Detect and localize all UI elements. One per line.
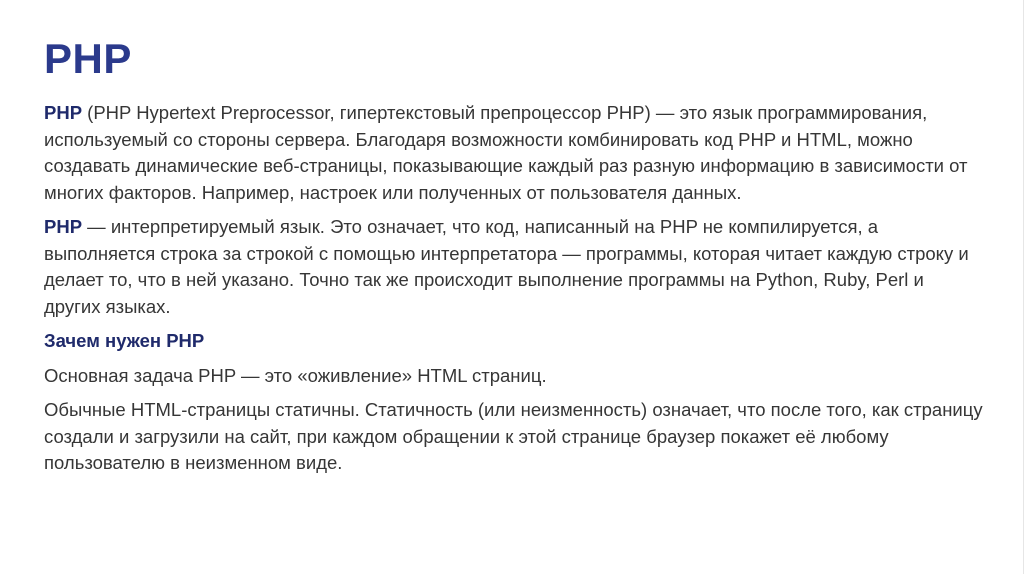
- slide-body: [44, 100, 984, 485]
- paragraph-intro-lead: PHP: [44, 102, 83, 123]
- paragraph-interpreted-text: — интерпретируемый язык. Это означает, что код, написанный на PHP не компилируется, а выполняется строка за строкой с помощью интерпретатора — программы, которая читает каждую строку и делает то, что в ней указано. Точно так же происходит выполнение программы на Python, Ruby, Perl и других языках.: [44, 216, 969, 317]
- paragraph-intro-text: (PHP Hypertext Preprocessor, гипертекстовый препроцессор PHP) — это язык программирования, используемый со стороны сервера. Благодаря возможности комбинировать код PHP и HTML, можно создавать динамические веб-страницы, показывающие каждый раз разную информацию в зависимости от многих факторов. Например, настроек или полученных от пользователя данных.: [44, 102, 968, 203]
- subheading-why-php: Зачем нужен PHP: [44, 330, 205, 351]
- paragraph-main-task: Основная задача PHP — это «оживление» HTML страниц.: [44, 364, 547, 386]
- paragraph-interpreted: [44, 214, 984, 320]
- slide-title: PHP: [44, 35, 132, 82]
- paragraph-intro: [44, 100, 984, 206]
- paragraph-static-pages: Обычные HTML-страницы статичны. Статичность (или неизменность) означает, что после того, как страницу создали и загрузили на сайт, при каждом обращении к этой странице браузер покажет её любому пользователю в неизменном виде.: [44, 399, 983, 473]
- paragraph-interpreted-lead: PHP: [44, 216, 83, 237]
